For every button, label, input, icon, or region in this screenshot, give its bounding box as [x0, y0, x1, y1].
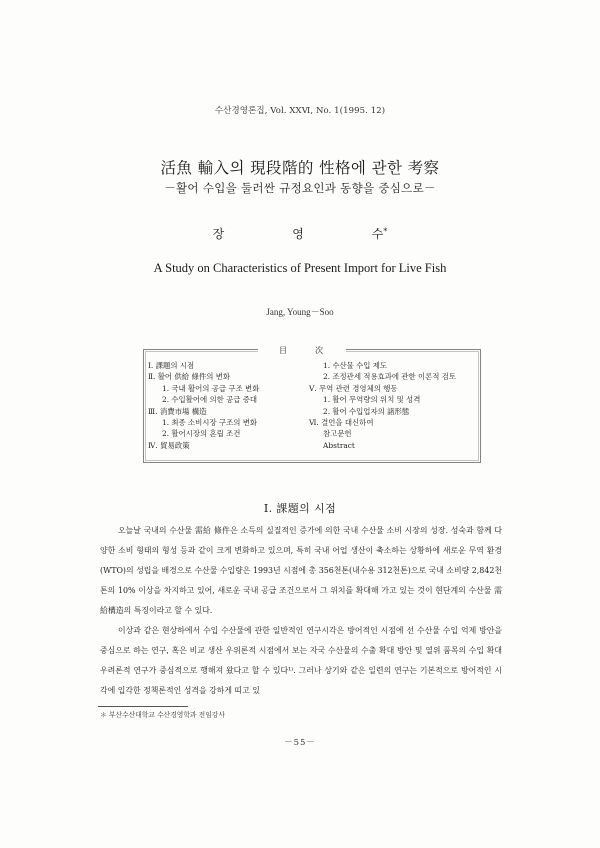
toc-entry: 1. 활어 무역량의 위치 및 성격 — [323, 395, 421, 405]
toc-left-column — [148, 360, 298, 451]
section-heading: Ⅰ. 課題의 시점 — [263, 502, 337, 515]
page-number: －55－ — [284, 738, 316, 748]
author-footnote-mark: * — [383, 227, 388, 236]
paper-subtitle: －활어 수입을 둘러싼 규정요인과 동향을 중심으로－ — [164, 181, 436, 195]
toc-entry: Ⅱ. 활어 供給 條件의 변화 — [148, 372, 231, 382]
toc-entry: 2. 조정관세 적용효과에 관한 이론적 검토 — [323, 372, 457, 382]
english-author: Jang, Young－Soo — [266, 307, 334, 317]
toc-entry: Ⅵ. 결언을 대신하여 — [309, 418, 374, 428]
toc-right-column — [309, 360, 479, 451]
toc-entry: 2. 활어시장의 혼립 조건 — [162, 429, 241, 439]
author-name-char: 영 — [292, 227, 304, 241]
footnote: ＊ 부산수산대학교 수산경영학과 전임강사 — [100, 711, 225, 719]
body-text — [100, 521, 502, 701]
toc-entry: 2. 활어 수입업자의 諸形態 — [323, 406, 410, 416]
toc-entry: 1. 국내 활어의 공급 구조 변화 — [162, 383, 260, 393]
toc-heading — [258, 345, 346, 356]
toc-entry: 2. 수입활어에 의한 공급 증대 — [162, 395, 257, 405]
toc-entry: Ⅴ. 무역 관련 경영체의 행동 — [309, 383, 398, 393]
author-name-char: 수* — [371, 227, 388, 241]
author-korean — [0, 225, 600, 242]
toc-entry: Abstract — [323, 440, 355, 450]
toc-entry: 참고문헌 — [323, 429, 352, 439]
journal-header: 수산경영론집, Vol. ⅩⅩⅥ, No. 1(1995. 12) — [214, 106, 386, 116]
paper-title: 活魚 輸入의 現段階的 性格에 관한 考察 — [160, 159, 440, 177]
body-paragraph: 이상과 같은 현상하에서 수입 수산물에 관한 일반적인 연구시각은 방어적인 시점에 선 수산물 수입 억제 방안을 중심으로 하는 연구, 혹은 비교 생산 우위론적 시점에서 보는 자국 수산물의 수출 확대 방안 및 열위 품목의 수입 확대 우려론적 연구가 중심적으로 행해져 왔다고 할 수 있다¹⁾. 그러나 상기와 같은 일련의 연구는 기본적으로 방어적인 시각에 입각한 정책론적인 성격을 강하게 띠고 있 — [100, 626, 502, 695]
footnote-rule — [98, 706, 188, 707]
english-title: A Study on Characteristics of Present Import for Live Fish — [153, 261, 447, 275]
toc-entry: Ⅳ. 貿易政策 — [148, 440, 190, 450]
toc-entry: Ⅰ. 課題의 시점 — [148, 361, 195, 370]
author-name-char: 장 — [212, 227, 225, 241]
toc-entry: 1. 수산물 수입 제도 — [323, 361, 388, 370]
toc-entry: 1. 최종 소비시장 구조의 변화 — [162, 418, 257, 428]
toc-heading-char: 次 — [315, 346, 325, 355]
body-paragraph: 오늘날 국내의 수산물 需給 條件은 소득의 실질적인 증가에 의한 국내 수산물 소비 시장의 성장. 성숙과 함께 다양한 소비 형태의 형성 등과 같이 크게 변화하고 있으며, 특히 국내 어업 생산이 축소하는 상황하에 새로운 무역 환경(WTO)의 성립을 배경으로 수산물 수입량은 1993년 시점에 총 356천톤(내수용 312천톤)으로 국내 소비량 2,842천톤의 10% 이상을 차지하고 있어, 새로운 국내 공급 조건으로서 그 위치를 확대해 가고 있는 것이 현단계의 수산물 需給構造의 특징이라고 할 수 있다. — [100, 526, 502, 615]
toc-entry: Ⅲ. 消費市場 構造 — [148, 406, 207, 416]
toc-heading-char: 目 — [279, 346, 289, 355]
